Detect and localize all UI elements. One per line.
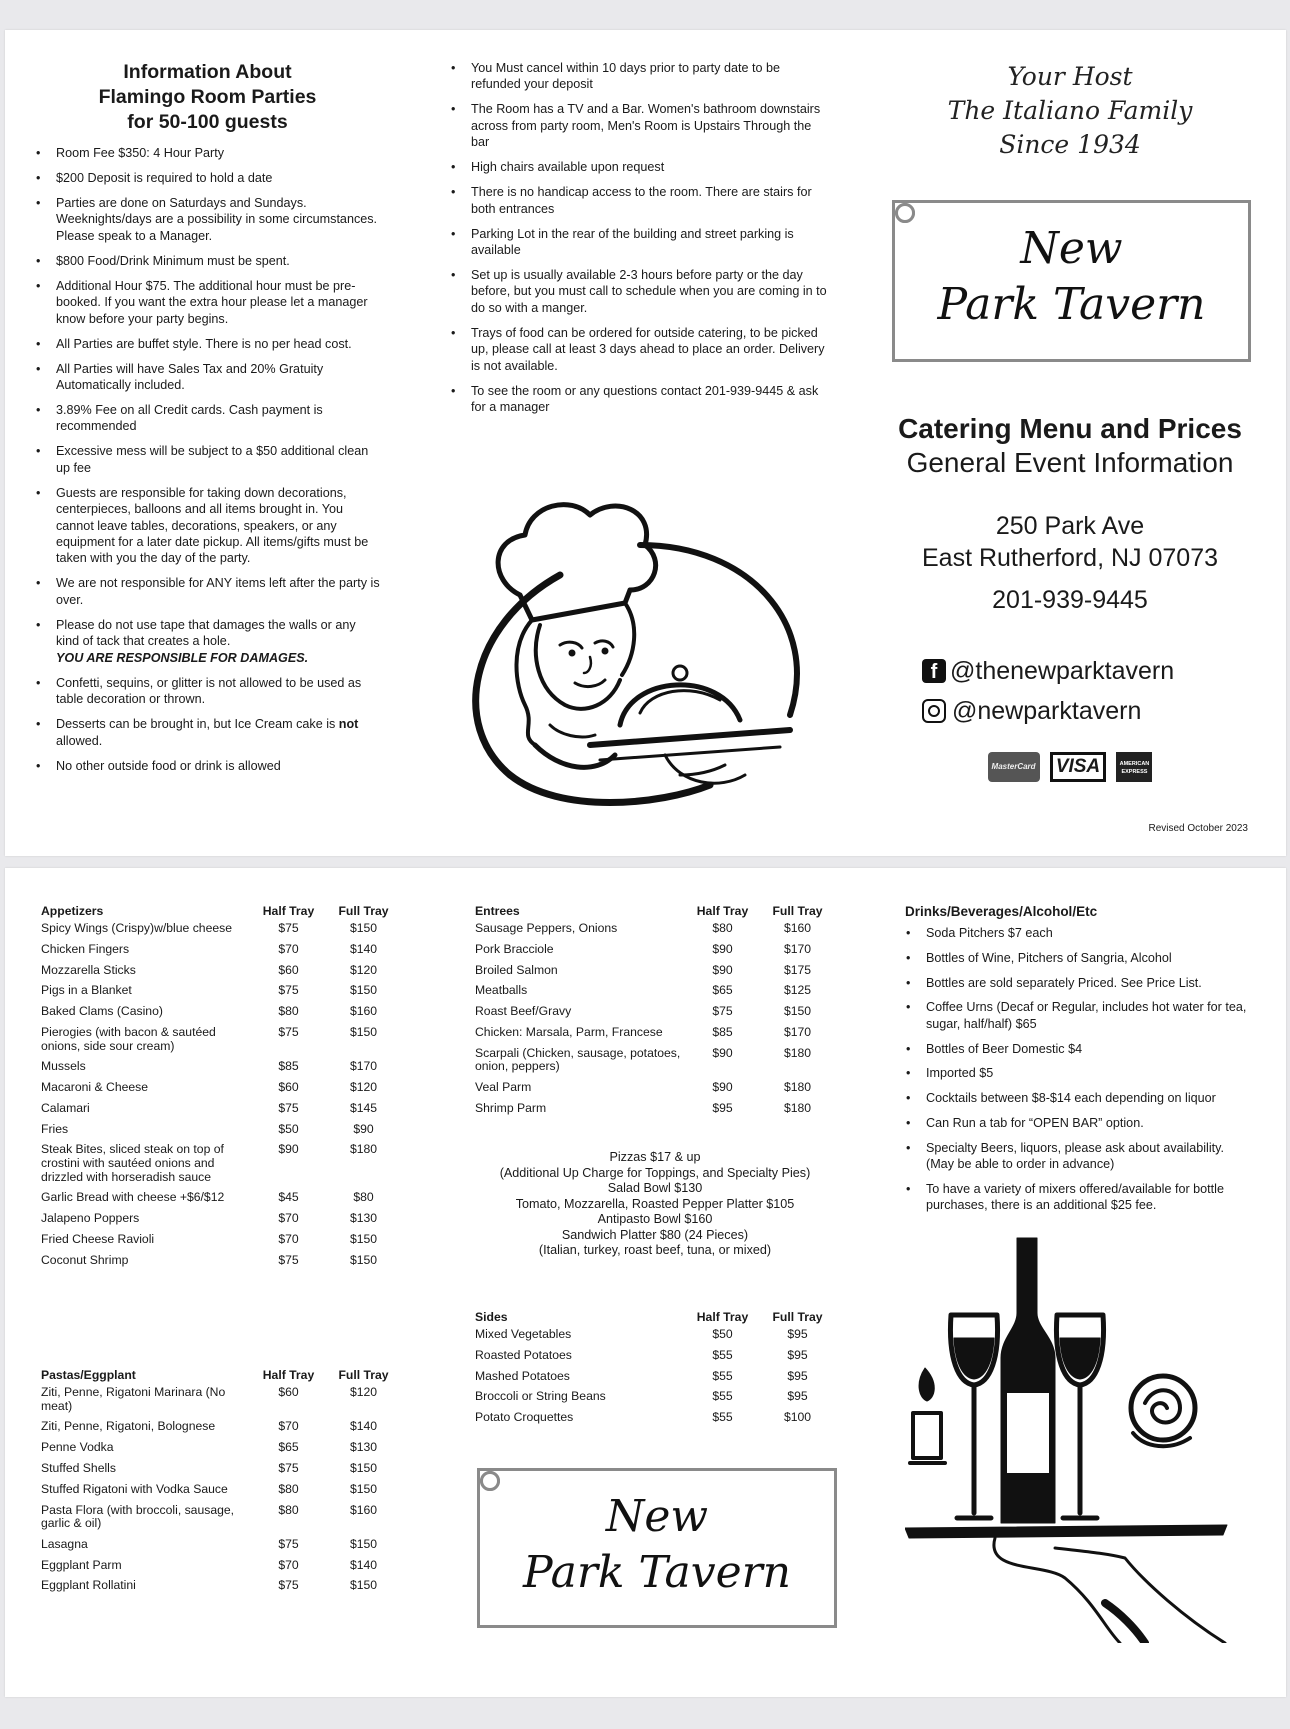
menu-item-name: Macaroni & Cheese [41, 1080, 149, 1095]
half-tray-price: $75 [278, 1536, 299, 1551]
menu-item-name: Spicy Wings (Crispy)w/blue cheese [41, 921, 233, 935]
half-tray-header: Half Tray [696, 1310, 749, 1324]
rule-emphasis: not [338, 717, 359, 732]
menu-item-name: Mashed Potatoes [475, 1368, 570, 1383]
half-tray-price: $65 [278, 1440, 299, 1455]
rule-item: • All Parties will have Sales Tax and 20% Gratuity Automatically included. [35, 361, 380, 394]
menu-item-row [41, 1579, 401, 1600]
menu-item-row [41, 1123, 401, 1144]
logo-line: New [1020, 223, 1123, 274]
half-tray-price: $75 [278, 1460, 299, 1475]
full-tray-price: $150 [349, 921, 378, 935]
rule-item: • Confetti, sequins, or glitter is not allowed to be used as table decoration or thrown. [35, 675, 380, 708]
menu-item-row [475, 964, 835, 985]
menu-item-row [41, 1026, 401, 1060]
drinks-list [905, 925, 1255, 1214]
menu-item-name: Roast Beef/Gravy [475, 1004, 572, 1019]
full-tray-price: $95 [787, 1389, 808, 1404]
pastas-table [41, 1368, 401, 1600]
full-tray-price: $120 [349, 962, 378, 977]
full-tray-price: $125 [783, 983, 812, 998]
platter-line: Salad Bowl $130 [607, 1181, 703, 1195]
host-line: Since 1934 [999, 130, 1141, 159]
section-title: Appetizers [41, 904, 104, 918]
half-tray-price: $55 [712, 1347, 733, 1362]
menu-item-row [475, 1370, 835, 1391]
wine-tray-illustration [905, 1233, 1245, 1643]
half-tray-price: $75 [278, 983, 299, 998]
rule-item: • All Parties are buffet style. There is no per head cost. [35, 336, 380, 352]
menu-item-row [41, 1005, 401, 1026]
rule-item: • Trays of food can be ordered for outside catering, to be picked up, please call at least 3 days ahead to place an order. Delivery is not available. [450, 325, 828, 374]
rule-text: Desserts can be brought in, but Ice Cream cake is [56, 717, 339, 732]
half-tray-header: Half Tray [262, 1368, 315, 1382]
menu-item-row [41, 922, 401, 943]
party-info-column-2 [450, 60, 828, 424]
drinks-section [905, 904, 1255, 1222]
drink-item: • Bottles are sold separately Priced. See Price List. [905, 975, 1255, 991]
menu-item-row [41, 1081, 401, 1102]
rule-item: • Guests are responsible for taking down decorations, centerpieces, balloons and all items brought in. You cannot leave tables, decorations, speakers, or any equipment for a later date pickup. All items/gifts must be taken with you the day of the party. [35, 485, 380, 567]
cover-column [860, 30, 1280, 856]
full-tray-header: Full Tray [772, 1310, 823, 1324]
menu-item-name: Scarpali (Chicken, sausage, potatoes, onion, peppers) [475, 1045, 681, 1074]
full-tray-price: $180 [783, 1100, 812, 1115]
menu-item-row [475, 1047, 835, 1081]
host-line: The Italiano Family [947, 96, 1193, 125]
half-tray-price: $60 [278, 962, 299, 977]
title-line: for 50-100 guests [127, 111, 288, 133]
pastas-rows [41, 1386, 401, 1600]
menu-item-name: Mozzarella Sticks [41, 962, 136, 977]
menu-item-row [41, 1538, 401, 1559]
menu-item-name: Fried Cheese Ravioli [41, 1231, 155, 1246]
platter-line: (Italian, turkey, roast beef, tuna, or mixed) [538, 1243, 772, 1257]
full-tray-price: $160 [349, 1004, 378, 1019]
full-tray-price: $95 [787, 1368, 808, 1383]
full-tray-header: Full Tray [338, 1368, 389, 1382]
platters-info [475, 1150, 835, 1259]
full-tray-price: $145 [349, 1100, 378, 1115]
menu-item-name: Meatballs [475, 983, 528, 998]
half-tray-price: $55 [712, 1389, 733, 1404]
cover-subheading: General Event Information [906, 447, 1234, 478]
phone-number: 201-939-9445 [992, 586, 1148, 614]
amex-logo: AMERICAN EXPRESS [1116, 752, 1152, 782]
full-tray-price: $175 [783, 962, 812, 977]
menu-item-row [41, 1386, 401, 1420]
half-tray-header: Half Tray [696, 904, 749, 918]
menu-item-row [475, 943, 835, 964]
restaurant-logo [895, 221, 1248, 333]
platter-line: Pizzas $17 & up [609, 1150, 701, 1164]
drink-item: • Specialty Beers, liquors, please ask about availability. (May be able to order in advance) [905, 1140, 1255, 1173]
half-tray-price: $70 [278, 941, 299, 956]
menu-item-row [41, 1441, 401, 1462]
full-tray-price: $140 [349, 1419, 378, 1434]
half-tray-price: $85 [712, 1024, 733, 1039]
menu-item-name: Broiled Salmon [475, 962, 558, 977]
menu-item-name: Sausage Peppers, Onions [475, 921, 618, 935]
instagram-row[interactable] [922, 693, 1174, 729]
full-tray-price: $95 [787, 1327, 808, 1341]
mastercard-logo: MasterCard [988, 752, 1040, 782]
half-tray-price: $50 [278, 1121, 299, 1136]
drink-item: • Cocktails between $8-$14 each depending on liquor [905, 1090, 1255, 1106]
menu-item-row [41, 1559, 401, 1580]
half-tray-header: Half Tray [262, 904, 315, 918]
menu-item-row [475, 1102, 835, 1123]
half-tray-price: $65 [712, 983, 733, 998]
full-tray-price: $120 [349, 1385, 378, 1399]
half-tray-price: $70 [278, 1557, 299, 1572]
drink-item: • Can Run a tab for “OPEN BAR” option. [905, 1115, 1255, 1131]
rule-emphasis: YOU ARE RESPONSIBLE FOR DAMAGES. [56, 650, 309, 665]
menu-item-name: Coconut Shrimp [41, 1252, 129, 1267]
full-tray-price: $140 [349, 941, 378, 956]
menu-item-row [41, 1191, 401, 1212]
full-tray-price: $180 [783, 1045, 812, 1060]
bottom-restaurant-logo [480, 1489, 834, 1601]
half-tray-price: $90 [278, 1142, 299, 1157]
section-title: Entrees [475, 904, 520, 918]
half-tray-price: $75 [278, 1578, 299, 1593]
half-tray-price: $75 [712, 1004, 733, 1019]
drink-item: • To have a variety of mixers offered/available for bottle purchases, there is an additional $25 fee. [905, 1181, 1255, 1214]
menu-item-name: Chicken: Marsala, Parm, Francese [475, 1024, 663, 1039]
full-tray-price: $120 [349, 1080, 378, 1095]
accepted-cards [860, 752, 1280, 782]
logo-line: Park Tavern [937, 279, 1206, 330]
full-tray-price: $170 [349, 1059, 378, 1074]
rule-item: • To see the room or any questions contact 201-939-9445 & ask for a manager [450, 383, 828, 416]
section-title: Pastas/Eggplant [41, 1368, 136, 1382]
menu-item-name: Stuffed Shells [41, 1460, 116, 1475]
menu-item-row [41, 1233, 401, 1254]
menu-item-row [41, 1462, 401, 1483]
facebook-row[interactable] [922, 653, 1174, 689]
half-tray-price: $60 [278, 1385, 299, 1399]
menu-item-name: Veal Parm [475, 1080, 532, 1095]
menu-item-row [475, 984, 835, 1005]
rule-item: • 3.89% Fee on all Credit cards. Cash payment is recommended [35, 402, 380, 435]
half-tray-price: $80 [278, 1004, 299, 1019]
address-line: East Rutherford, NJ 07073 [922, 544, 1218, 572]
menu-item-name: Roasted Potatoes [475, 1347, 572, 1362]
social-links [922, 653, 1174, 729]
half-tray-price: $45 [278, 1190, 299, 1205]
menu-item-row [41, 1102, 401, 1123]
menu-item-name: Eggplant Rollatini [41, 1578, 136, 1593]
menu-item-row [41, 1483, 401, 1504]
half-tray-price: $75 [278, 1024, 299, 1039]
menu-item-row [475, 1349, 835, 1370]
full-tray-price: $170 [783, 941, 812, 956]
address-block [860, 510, 1280, 616]
half-tray-price: $85 [278, 1059, 299, 1074]
sides-table [475, 1310, 835, 1432]
half-tray-price: $90 [712, 1045, 733, 1060]
half-tray-price: $80 [278, 1481, 299, 1496]
revised-date: Revised October 2023 [1148, 823, 1248, 834]
menu-item-row [41, 1420, 401, 1441]
bottom-logo-frame [477, 1468, 837, 1628]
menu-item-row [41, 1254, 401, 1275]
full-tray-price: $150 [349, 1252, 378, 1267]
menu-item-name: Pork Bracciole [475, 941, 554, 956]
half-tray-price: $75 [278, 1252, 299, 1267]
menu-item-name: Potato Croquettes [475, 1410, 574, 1425]
logo-frame [892, 200, 1251, 362]
cover-heading: Catering Menu and Prices [898, 413, 1242, 444]
menu-item-name: Shrimp Parm [475, 1100, 547, 1115]
half-tray-price: $50 [712, 1327, 733, 1341]
rule-item [35, 716, 380, 749]
menu-item-row [475, 1081, 835, 1102]
menu-item-row [475, 1328, 835, 1349]
drink-item: • Soda Pitchers $7 each [905, 925, 1255, 941]
full-tray-price: $170 [783, 1024, 812, 1039]
rule-item: • The Room has a TV and a Bar. Women's bathroom downstairs across from party room, Men's Room is Upstairs Through the bar [450, 101, 828, 150]
entrees-table [475, 904, 835, 1123]
full-tray-price: $150 [349, 1578, 378, 1593]
menu-item-row [41, 1212, 401, 1233]
menu-item-row [475, 1390, 835, 1411]
rule-item [35, 617, 380, 666]
half-tray-price: $70 [278, 1211, 299, 1226]
rule-item: • Additional Hour $75. The additional hour must be pre-booked. If you want the extra hour please let a manager know before your party begins. [35, 278, 380, 327]
section-title: Sides [475, 1310, 508, 1324]
full-tray-price: $150 [349, 1536, 378, 1551]
full-tray-price: $150 [783, 1004, 812, 1019]
menu-item-row [41, 1060, 401, 1081]
platter-line: Antipasto Bowl $160 [597, 1212, 713, 1226]
half-tray-price: $60 [278, 1080, 299, 1095]
rule-text: allowed. [56, 733, 103, 748]
menu-item-name: Pigs in a Blanket [41, 983, 132, 998]
party-info-title [35, 60, 380, 135]
full-tray-price: $130 [349, 1211, 378, 1226]
menu-item-name: Penne Vodka [41, 1440, 114, 1455]
full-tray-price: $150 [349, 1024, 378, 1039]
party-rules-list-2 [450, 60, 828, 415]
half-tray-price: $80 [278, 1502, 299, 1517]
appetizers-rows [41, 922, 401, 1275]
menu-item-name: Ziti, Penne, Rigatoni, Bolognese [41, 1419, 216, 1434]
menu-item-name: Mussels [41, 1059, 86, 1074]
menu-item-name: Mixed Vegetables [475, 1327, 572, 1341]
half-tray-price: $55 [712, 1410, 733, 1425]
half-tray-price: $55 [712, 1368, 733, 1383]
rule-item: • High chairs available upon request [450, 159, 828, 175]
party-rules-list [35, 145, 380, 774]
menu-item-row [475, 922, 835, 943]
full-tray-header: Full Tray [338, 904, 389, 918]
full-tray-price: $150 [349, 1460, 378, 1475]
half-tray-price: $90 [712, 941, 733, 956]
full-tray-price: $150 [349, 1481, 378, 1496]
section-title: Drinks/Beverages/Alcohol/Etc [905, 904, 1098, 919]
menu-item-row [41, 964, 401, 985]
menu-item-name: Ziti, Penne, Rigatoni Marinara (No meat) [41, 1385, 226, 1413]
host-line: Your Host [1007, 62, 1133, 91]
full-tray-price: $140 [349, 1557, 378, 1572]
menu-item-name: Eggplant Parm [41, 1557, 122, 1572]
brochure-front-panel [5, 30, 1286, 856]
platter-line: Sandwich Platter $80 (24 Pieces) [561, 1227, 749, 1242]
menu-item-row [41, 1504, 401, 1538]
brochure-menu-panel [5, 868, 1286, 1697]
menu-item-name: Chicken Fingers [41, 941, 130, 956]
logo-line: New [605, 1491, 709, 1542]
rule-item: • You Must cancel within 10 days prior to party date to be refunded your deposit [450, 60, 828, 93]
facebook-handle: @thenewparktavern [950, 657, 1175, 685]
full-tray-price: $150 [349, 1231, 378, 1246]
rule-item: • Room Fee $350: 4 Hour Party [35, 145, 380, 161]
entrees-rows [475, 922, 835, 1123]
menu-item-name: Baked Clams (Casino) [41, 1004, 163, 1019]
half-tray-price: $70 [278, 1419, 299, 1434]
instagram-icon [922, 699, 946, 723]
rule-item: • $200 Deposit is required to hold a date [35, 170, 380, 186]
drink-item: • Bottles of Wine, Pitchers of Sangria, Alcohol [905, 950, 1255, 966]
visa-logo: VISA [1050, 752, 1106, 782]
full-tray-price: $100 [783, 1410, 812, 1425]
half-tray-price: $90 [712, 962, 733, 977]
full-tray-price: $90 [353, 1121, 374, 1136]
full-tray-price: $180 [783, 1080, 812, 1095]
half-tray-price: $90 [712, 1080, 733, 1095]
platter-line: Tomato, Mozzarella, Roasted Pepper Platter $105 [515, 1196, 795, 1211]
menu-item-name: Broccoli or String Beans [475, 1389, 606, 1404]
menu-item-name: Pasta Flora (with broccoli, sausage, garlic & oil) [41, 1502, 235, 1531]
menu-item-name: Pierogies (with bacon & sautéed onions, side sour cream) [41, 1024, 216, 1053]
full-tray-price: $130 [349, 1440, 378, 1455]
rule-item: • Parking Lot in the rear of the building and street parking is available [450, 226, 828, 259]
drink-item: • Bottles of Beer Domestic $4 [905, 1041, 1255, 1057]
half-tray-price: $75 [278, 1100, 299, 1115]
logo-line: Park Tavern [523, 1547, 791, 1598]
full-tray-price: $160 [783, 921, 812, 935]
menu-item-row [475, 1026, 835, 1047]
full-tray-price: $95 [787, 1347, 808, 1362]
full-tray-price: $80 [353, 1190, 374, 1205]
platter-line: (Additional Up Charge for Toppings, and Specialty Pies) [499, 1165, 811, 1180]
menu-item-name: Steak Bites, sliced steak on top of crostini with sautéed onions and drizzled with horseradish sauce [41, 1142, 224, 1184]
full-tray-price: $180 [349, 1142, 378, 1157]
half-tray-price: $80 [712, 921, 733, 935]
drink-item: • Imported $5 [905, 1065, 1255, 1081]
chef-illustration [450, 485, 830, 815]
sides-rows [475, 1328, 835, 1432]
rule-item: • No other outside food or drink is allowed [35, 758, 380, 774]
party-info-column [35, 60, 380, 783]
cover-headings [860, 412, 1280, 480]
half-tray-price: $75 [278, 921, 299, 935]
instagram-handle: @newparktavern [952, 697, 1142, 725]
menu-item-name: Jalapeno Poppers [41, 1211, 140, 1226]
menu-item-row [41, 943, 401, 964]
rule-item: • Excessive mess will be subject to a $50 additional clean up fee [35, 443, 380, 476]
menu-item-name: Fries [41, 1121, 69, 1136]
rule-item: • There is no handicap access to the room. There are stairs for both entrances [450, 184, 828, 217]
address-line: 250 Park Ave [995, 512, 1145, 540]
menu-item-row [475, 1005, 835, 1026]
title-line: Information About [123, 61, 292, 83]
half-tray-price: $95 [712, 1100, 733, 1115]
facebook-icon: f [922, 659, 946, 683]
menu-item-row [475, 1411, 835, 1432]
menu-item-name: Lasagna [41, 1536, 88, 1551]
menu-item-row [41, 984, 401, 1005]
full-tray-price: $150 [349, 983, 378, 998]
half-tray-price: $70 [278, 1231, 299, 1246]
rule-item: • $800 Food/Drink Minimum must be spent. [35, 253, 380, 269]
rule-item: • We are not responsible for ANY items left after the party is over. [35, 575, 380, 608]
appetizers-table [41, 904, 401, 1275]
full-tray-header: Full Tray [772, 904, 823, 918]
rule-text: Please do not use tape that damages the walls or any kind of tack that creates a hole. [56, 617, 356, 649]
rule-item: • Set up is usually available 2-3 hours before party or the day before, but you must call to schedule when you are coming in to do so with a manger. [450, 267, 828, 316]
host-tagline [860, 60, 1280, 162]
drink-item: • Coffee Urns (Decaf or Regular, includes hot water for tea, sugar, half/half) $65 [905, 999, 1255, 1032]
menu-item-name: Calamari [41, 1100, 90, 1115]
menu-item-row [41, 1143, 401, 1191]
rule-item: • Parties are done on Saturdays and Sundays. Weeknights/days are a possibility in some circumstances. Please speak to a Manager. [35, 195, 380, 244]
menu-item-name: Garlic Bread with cheese +$6/$12 [41, 1190, 225, 1205]
title-line: Flamingo Room Parties [98, 86, 317, 108]
full-tray-price: $160 [349, 1502, 378, 1517]
menu-item-name: Stuffed Rigatoni with Vodka Sauce [41, 1481, 228, 1496]
